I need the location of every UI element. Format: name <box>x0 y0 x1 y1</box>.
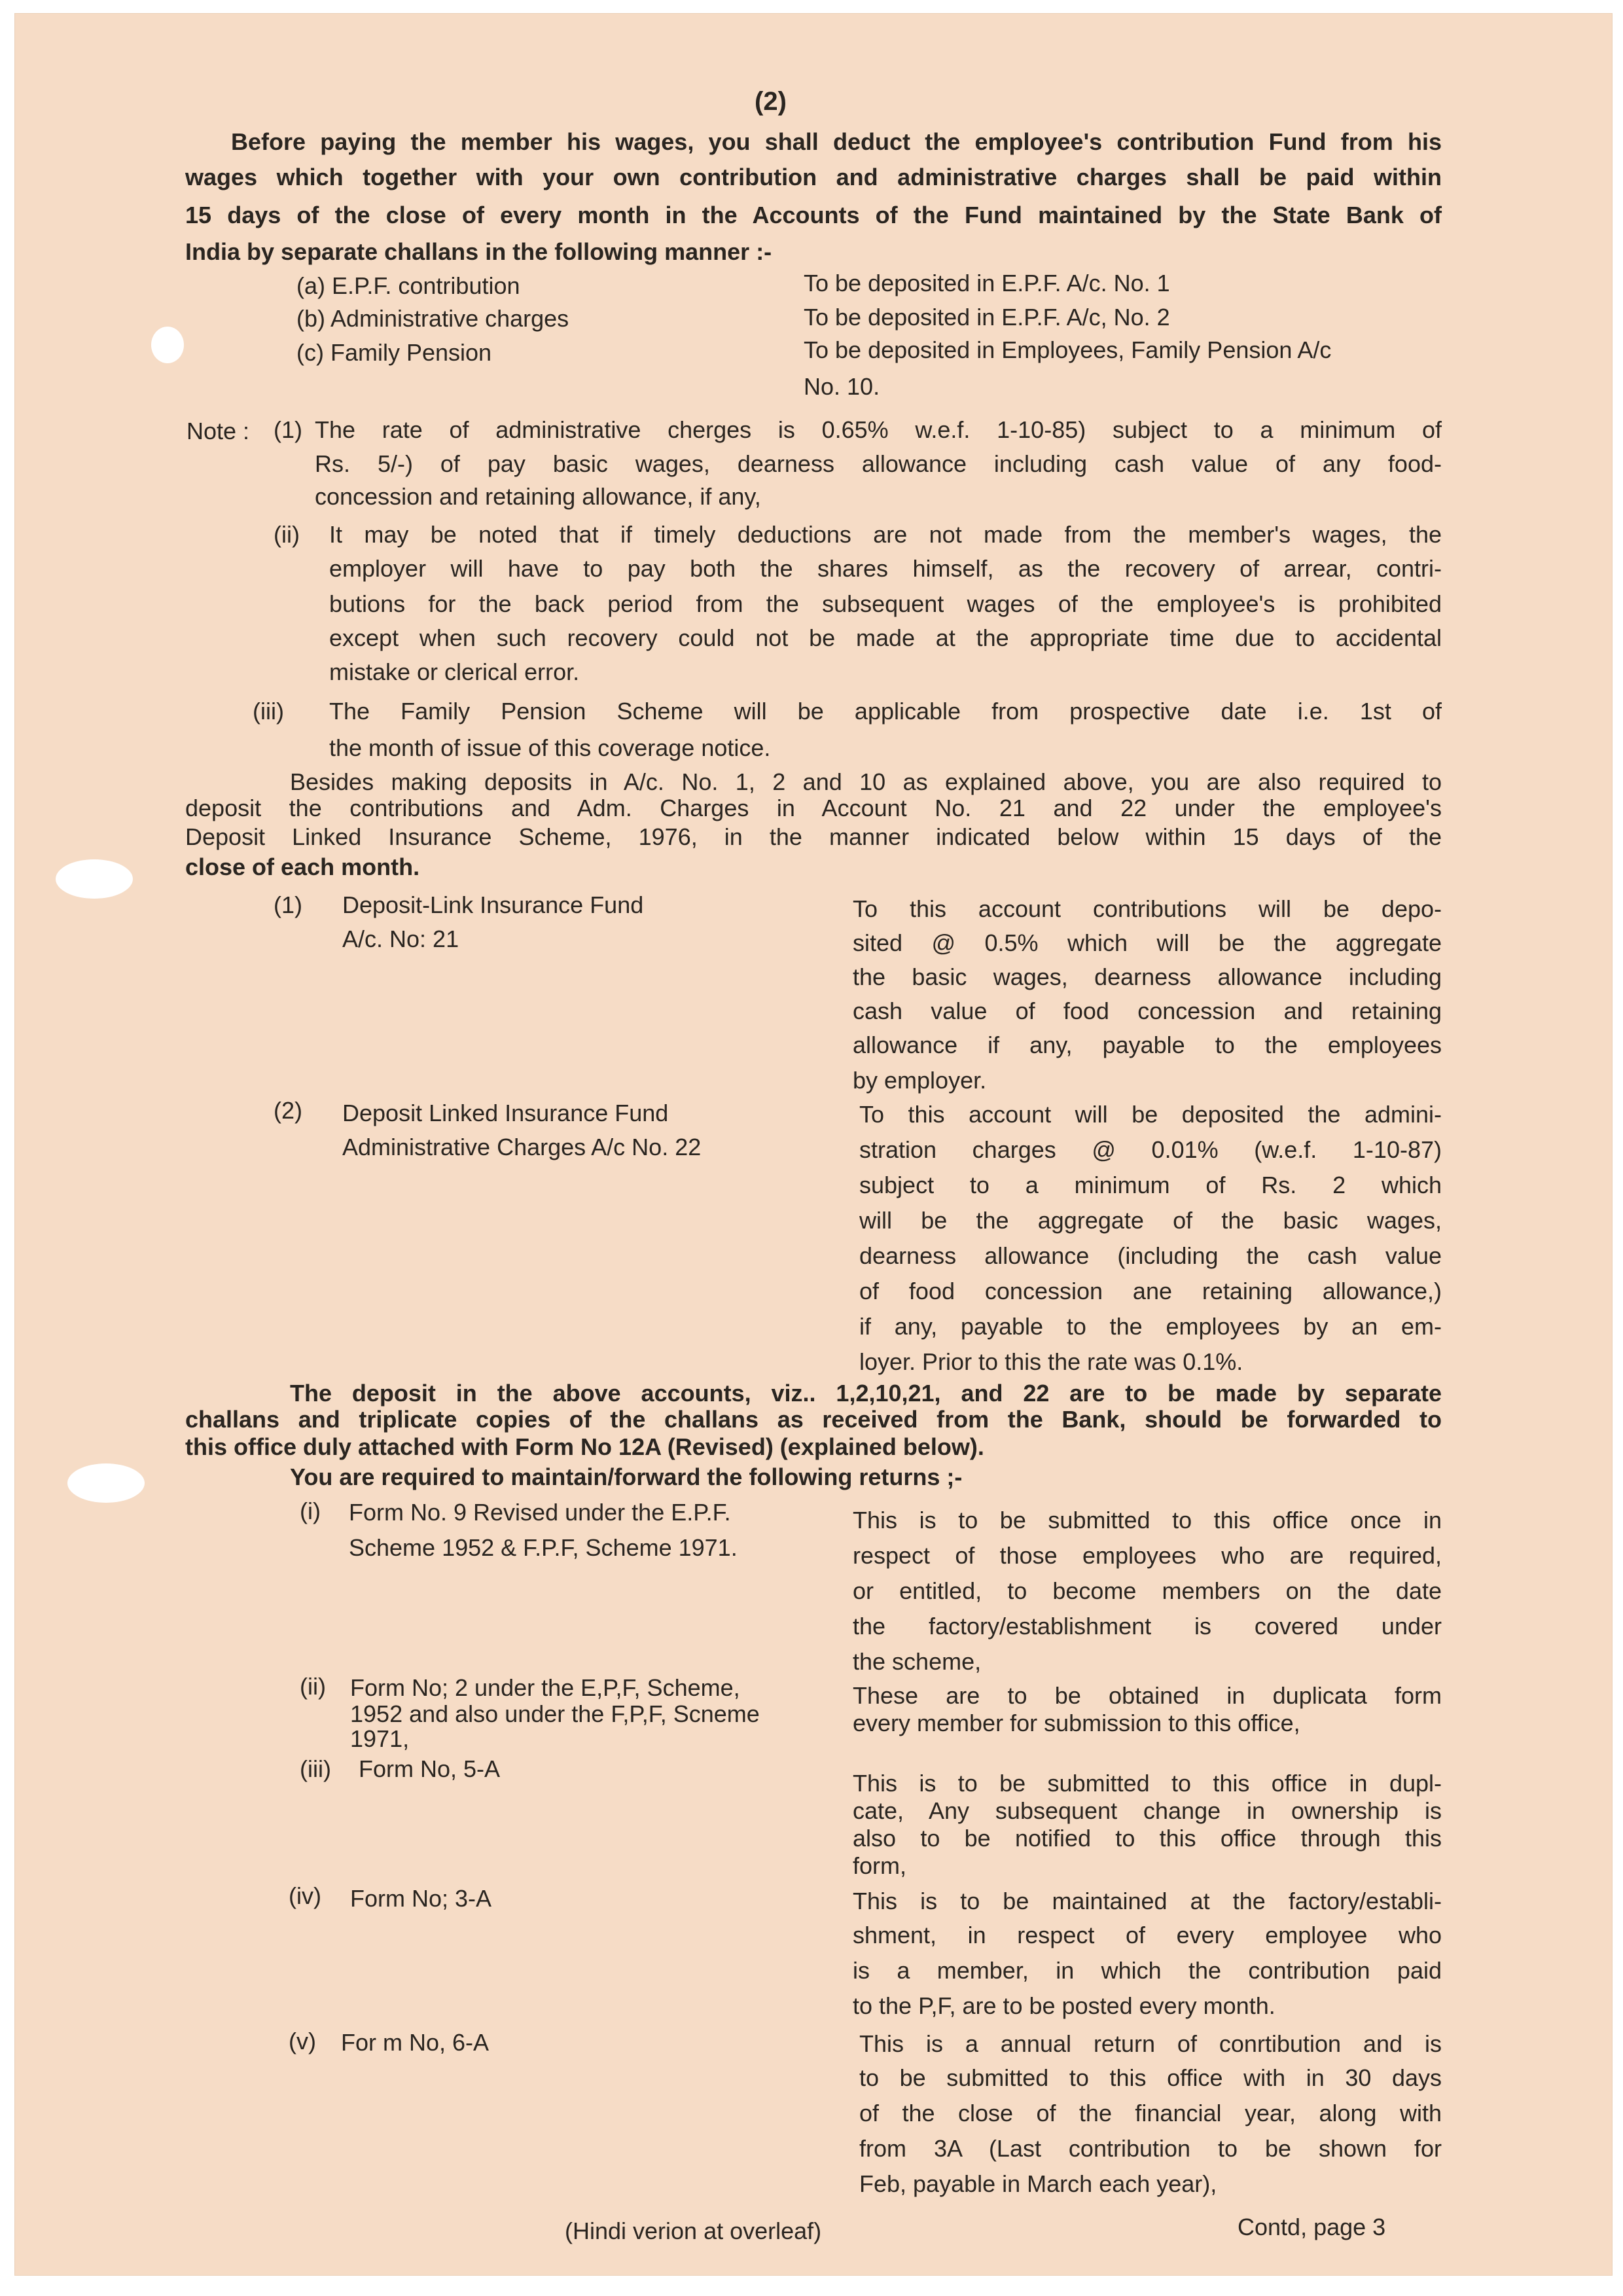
return-desc: This is to be submitted to this office once in <box>853 1507 1442 1534</box>
deposit-para-line: challans and triplicate copies of the challans as received from the Bank, should be forwarded to <box>185 1406 1442 1433</box>
deposit-label: (b) Administrative charges <box>296 305 569 332</box>
return-desc: shment, in respect of every employee who <box>853 1922 1442 1948</box>
footer-hindi-note: (Hindi verion at overleaf) <box>565 2217 822 2244</box>
return-desc: These are to be obtained in duplicata form <box>853 1682 1442 1709</box>
dli-desc: the basic wages, dearness allowance including <box>853 963 1442 990</box>
return-desc: also to be notified to this office through this <box>853 1825 1442 1852</box>
return-desc: or entitled, to become members on the date <box>853 1577 1442 1604</box>
footer-continued: Contd, page 3 <box>1238 2214 1386 2240</box>
dli-desc: dearness allowance (including the cash value <box>859 1242 1442 1269</box>
note-line: concession and retaining allowance, if any, <box>315 483 761 510</box>
note-line: The rate of administrative cherges is 0.65% w.e.f. 1-10-85) subject to a minimum of <box>315 416 1442 443</box>
deposit-desc: No. 10. <box>804 373 880 400</box>
return-desc: every member for submission to this office, <box>853 1710 1300 1736</box>
dli-desc: stration charges @ 0.01% (w.e.f. 1-10-87) <box>859 1136 1442 1163</box>
note-line: the month of issue of this coverage notice. <box>329 734 771 761</box>
return-desc: respect of those employees who are required, <box>853 1542 1442 1569</box>
return-number: (i) <box>300 1498 321 1524</box>
note-line: It may be noted that if timely deductions are not made from the member's wages, the <box>329 521 1442 548</box>
note-line: employer will have to pay both the shares himself, as the recovery of arrear, contri- <box>329 555 1442 582</box>
return-desc: from 3A (Last contribution to be shown for <box>859 2135 1442 2162</box>
dli-desc: cash value of food concession and retaining <box>853 997 1442 1024</box>
page-number: (2) <box>755 87 787 116</box>
intro-line: wages which together with your own contribution and administrative charges shall be paid within <box>185 164 1442 190</box>
deposit-label: (c) Family Pension <box>296 339 492 366</box>
dli-number: (1) <box>274 891 302 918</box>
note-number: (1) <box>274 416 302 443</box>
dli-label: A/c. No: 21 <box>342 925 459 952</box>
dli-label: Administrative Charges A/c No. 22 <box>342 1134 702 1160</box>
punch-hole <box>151 327 184 363</box>
returns-intro: You are required to maintain/forward the following returns ;- <box>290 1463 963 1490</box>
deposit-desc: To be deposited in Employees, Family Pension A/c <box>804 336 1332 363</box>
deposit-desc: To be deposited in E.P.F. A/c, No. 2 <box>804 304 1170 331</box>
deposit-desc: To be deposited in E.P.F. A/c. No. 1 <box>804 270 1170 296</box>
return-desc: to the P,F, are to be posted every month. <box>853 1992 1275 2019</box>
return-desc: cate, Any subsequent change in ownership is <box>853 1797 1442 1824</box>
return-desc: is a member, in which the contribution paid <box>853 1957 1442 1984</box>
return-desc: to be submitted to this office with in 30 days <box>859 2064 1442 2091</box>
besides-line: Deposit Linked Insurance Scheme, 1976, in the manner indicated below within 15 days of the <box>185 823 1442 850</box>
return-desc: of the close of the financial year, along with <box>859 2100 1442 2126</box>
deposit-para-line: this office duly attached with Form No 12A (Revised) (explained below). <box>185 1433 984 1460</box>
note-line: butions for the back period from the subsequent wages of the employee's is prohibited <box>329 590 1442 617</box>
dli-desc: loyer. Prior to this the rate was 0.1%. <box>859 1348 1243 1375</box>
dli-desc: subject to a minimum of Rs. 2 which <box>859 1172 1442 1198</box>
besides-line: deposit the contributions and Adm. Charges in Account No. 21 and 22 under the employee's <box>185 795 1442 821</box>
return-label: Scheme 1952 & F.P.F, Scheme 1971. <box>349 1534 738 1561</box>
note-line: except when such recovery could not be made at the appropriate time due to accidental <box>329 624 1442 651</box>
punch-hole <box>67 1463 145 1503</box>
dli-number: (2) <box>274 1097 302 1124</box>
return-number: (iii) <box>300 1755 331 1782</box>
return-number: (iv) <box>289 1882 321 1909</box>
return-label: Form No. 9 Revised under the E.P.F. <box>349 1499 731 1526</box>
return-desc: the factory/establishment is covered under <box>853 1613 1442 1640</box>
intro-line: India by separate challans in the following manner :- <box>185 238 772 265</box>
return-label: 1971, <box>350 1725 410 1752</box>
dli-label: Deposit-Link Insurance Fund <box>342 891 644 918</box>
note-line: mistake or clerical error. <box>329 658 580 685</box>
return-desc: This is to be submitted to this office in dupl- <box>853 1770 1442 1797</box>
dli-desc: by employer. <box>853 1067 987 1094</box>
besides-line: Besides making deposits in A/c. No. 1, 2 and 10 as explained above, you are also required to <box>290 768 1442 795</box>
note-label: Note : <box>187 418 250 444</box>
document-page <box>14 13 1613 2276</box>
return-desc: Feb, payable in March each year), <box>859 2170 1217 2197</box>
return-number: (v) <box>289 2028 316 2054</box>
dli-desc: will be the aggregate of the basic wages, <box>859 1207 1442 1234</box>
return-label: Form No; 2 under the E,P,F, Scheme, <box>350 1674 740 1701</box>
return-desc: This is to be maintained at the factory/establi- <box>853 1888 1442 1914</box>
note-line: Rs. 5/-) of pay basic wages, dearness allowance including cash value of any food- <box>315 450 1442 477</box>
return-desc: form, <box>853 1852 907 1879</box>
return-label: Form No, 5-A <box>359 1755 501 1782</box>
return-label: 1952 and also under the F,P,F, Scneme <box>350 1700 760 1727</box>
return-desc: This is a annual return of conrtibution and is <box>859 2030 1442 2057</box>
dli-desc: sited @ 0.5% which will be the aggregate <box>853 929 1442 956</box>
return-label: For m No, 6-A <box>341 2029 490 2056</box>
dli-label: Deposit Linked Insurance Fund <box>342 1100 669 1126</box>
intro-line: Before paying the member his wages, you shall deduct the employee's contribution Fund from his <box>231 128 1442 155</box>
punch-hole <box>56 859 133 899</box>
dli-desc: To this account will be deposited the admini- <box>859 1101 1442 1128</box>
deposit-para-line: The deposit in the above accounts, viz.. 1,2,10,21, and 22 are to be made by separate <box>290 1380 1442 1407</box>
note-number: (ii) <box>274 521 300 548</box>
return-number: (ii) <box>300 1673 326 1700</box>
dli-desc: allowance if any, payable to the employees <box>853 1031 1442 1058</box>
dli-desc: if any, payable to the employees by an em- <box>859 1313 1442 1340</box>
besides-line: close of each month. <box>185 853 420 880</box>
note-line: The Family Pension Scheme will be applicable from prospective date i.e. 1st of <box>329 698 1442 725</box>
dli-desc: To this account contributions will be depo- <box>853 895 1442 922</box>
dli-desc: of food concession ane retaining allowance,) <box>859 1278 1442 1304</box>
return-desc: the scheme, <box>853 1648 982 1675</box>
return-label: Form No; 3-A <box>350 1885 492 1912</box>
intro-line: 15 days of the close of every month in the Accounts of the Fund maintained by the State Bank of <box>185 202 1442 228</box>
deposit-label: (a) E.P.F. contribution <box>296 272 520 299</box>
note-number: (iii) <box>253 698 284 725</box>
